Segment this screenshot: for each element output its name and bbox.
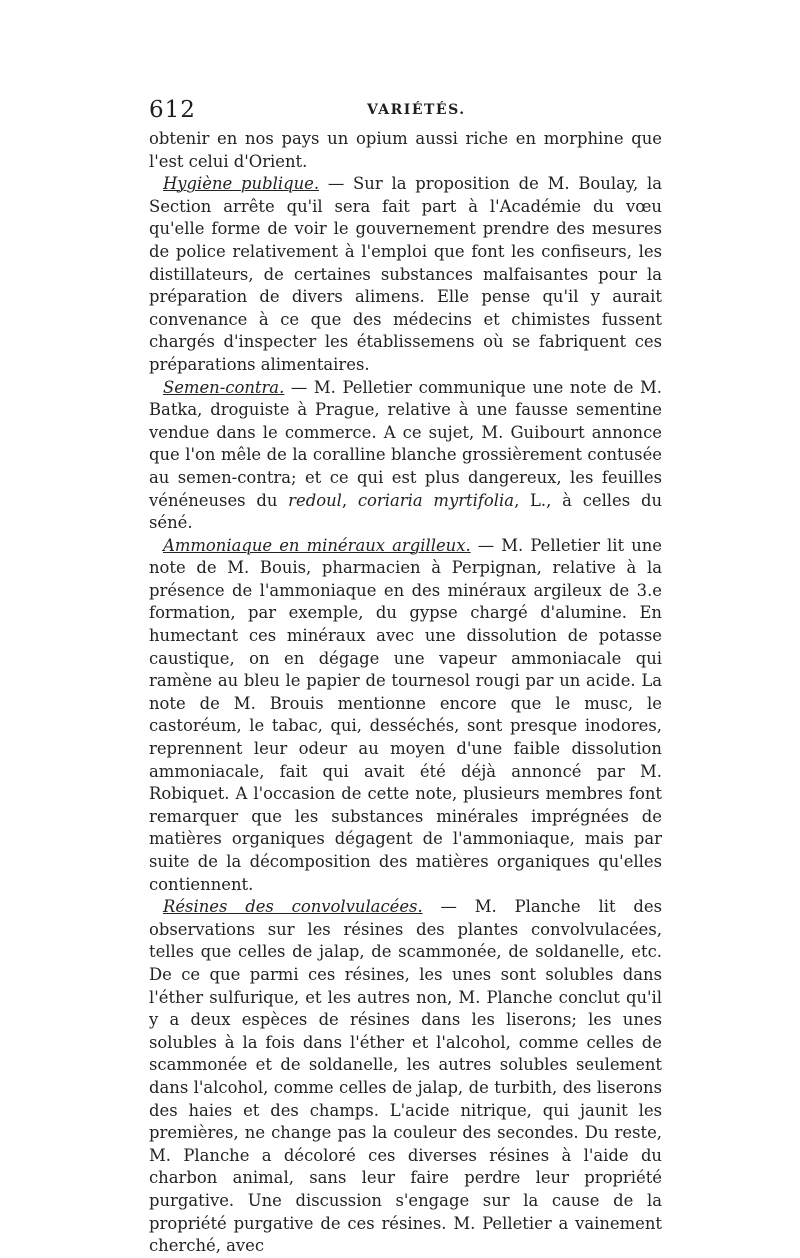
- section-rubric: Résines des convolvulacées.: [163, 897, 423, 917]
- paragraph-semen-contra: [149, 377, 662, 535]
- page-header: [149, 97, 659, 125]
- paragraph-text: ,: [341, 490, 358, 510]
- species-name: coriaria myrtifolia: [357, 490, 515, 510]
- paragraph-opium-continuation: [149, 128, 662, 173]
- body-text: [149, 128, 663, 1256]
- paragraph-text: , L., à celles du séné.: [149, 490, 662, 533]
- section-rubric: Semen-contra.: [163, 377, 285, 397]
- section-rubric: Ammoniaque en minéraux argilleux.: [163, 535, 471, 555]
- paragraph-hygiene-publique: [149, 173, 662, 376]
- page-number: 612: [149, 97, 196, 123]
- section-rubric: Hygiène publique.: [163, 174, 320, 194]
- paragraph-text: — M. Planche lit des observations sur les résines des plantes convolvulacées, telles que celles de jalap, de scammonée, de soldanelle, etc. De ce que parmi ces résines, les unes sont solubles dans l'éther sulfurique, et les autres non, M. Planche conclut qu'il y a deux espèces de résines dans les liserons; les unes solubles à la fois dans l'éther et l'alcohol, comme celles de scammonée et de soldanelle, les autres solubles seulement dans l'alcohol, comme celles de jalap, de turbith, des liserons des haies et des champs. L'acide nitrique, qui jaunit les premières, ne change pas la couleur des secondes. Du reste, M. Planche a décoloré ces diverses résines à l'aide du charbon animal, sans leur faire perdre leur propriété purgative. Une discussion s'engage sur la cause de la propriété purgative de ces résines. M. Pelletier a vainement cherché, avec: [149, 897, 662, 1256]
- paragraph-text: obtenir en nos pays un opium aussi riche en morphine que l'est celui d'Orient.: [149, 129, 662, 171]
- species-name: redoul: [288, 490, 342, 510]
- paragraph-resines-convolvulacees: [149, 896, 662, 1258]
- paragraph-text: — M. Pelletier lit une note de M. Bouis, pharmacien à Perpignan, relative à la présence de l'ammoniaque en des minéraux argileux de 3.e formation, par exemple, du gypse chargé d'alumine. En humectant ces minéraux avec une dissolution de potasse caustique, on en dégage une vapeur ammoniacale qui ramène au bleu le papier de tournesol rougi par un acide. La note de M. Brouis mentionne encore que le musc, le castoréum, le tabac, qui, desséchés, sont presque inodores, reprennent leur odeur au moyen d'une faible dissolution ammoniacale, fait qui avait été déjà annoncé par M. Robiquet. A l'occasion de cette note, plusieurs membres font remarquer que les substances minérales imprégnées de matières organiques dégagent de l'ammoniaque, mais par suite de la décomposition des matières organiques qu'elles contiennent.: [149, 535, 663, 894]
- paragraph-ammoniaque: [149, 535, 662, 897]
- paragraph-text: — Sur la proposition de M. Boulay, la Section arrête qu'il sera fait part à l'Académie du vœu qu'elle forme de voir le gouvernement prendre des mesures de police relativement à l'emploi que font les confiseurs, les distillateurs, de certaines substances malfaisantes pour la préparation de divers alimens. Elle pense qu'il y aurait convenance à ce que des médecins et chimistes fussent chargés d'inspecter les établissemens où se fabriquent ces préparations alimentaires.: [149, 174, 662, 374]
- paragraph-text: — M. Pelletier communique une note de M. Batka, droguiste à Prague, relative à une fausse sementine vendue dans le commerce. A ce sujet, M. Guibourt annonce que l'on mêle de la coralline blanche grossièrement contusée au semen-contra; et ce qui est plus dangereux, les feuilles vénéneuses du: [149, 377, 662, 510]
- running-head: VARIÉTÉS.: [367, 102, 466, 118]
